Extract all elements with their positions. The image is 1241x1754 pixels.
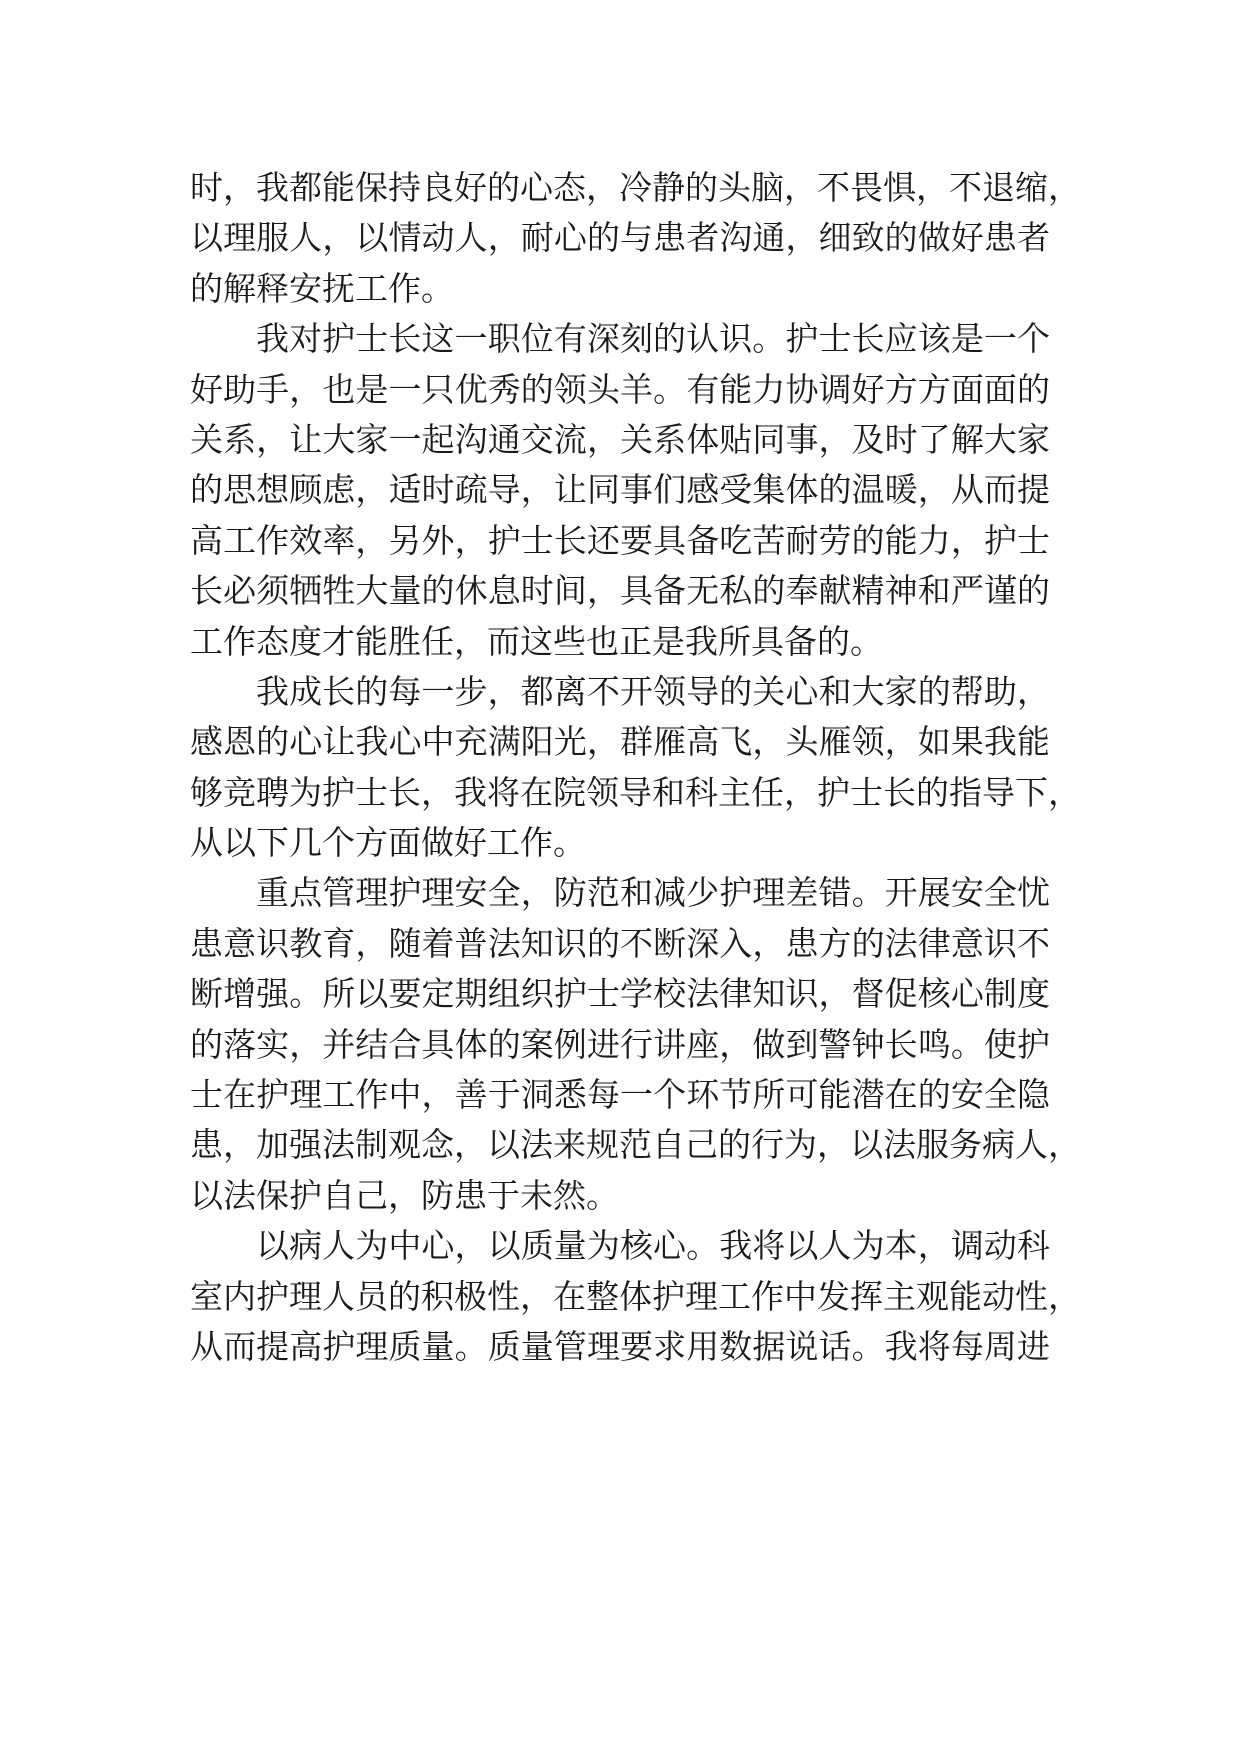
text-line: 室内护理人员的积极性，在整体护理工作中发挥主观能动性， [190, 1276, 1081, 1316]
paragraph-first-line: 我成长的每一步，都离不开领导的关心和大家的帮助， [256, 671, 1050, 711]
text-line: 患，加强法制观念，以法来规范自己的行为，以法服务病人， [190, 1125, 1081, 1165]
text-line: 断增强。所以要定期组织护士学校法律知识，督促核心制度 [190, 974, 1050, 1014]
text-line: 的落实，并结合具体的案例进行讲座，做到警钟长鸣。使护 [190, 1024, 1050, 1064]
text-line: 从而提高护理质量。质量管理要求用数据说话。我将每周进 [190, 1326, 1050, 1366]
text-line: 长必须牺牲大量的休息时间，具备无私的奉献精神和严谨的 [190, 571, 1050, 611]
text-line: 以法保护自己，防患于未然。 [190, 1175, 619, 1215]
text-line: 从以下几个方面做好工作。 [190, 823, 586, 863]
text-line: 患意识教育，随着普法知识的不断深入，患方的法律意识不 [190, 923, 1050, 963]
text-line: 以理服人，以情动人，耐心的与患者沟通，细致的做好患者 [190, 218, 1050, 258]
text-line: 高工作效率，另外，护士长还要具备吃苦耐劳的能力，护士 [190, 520, 1050, 560]
paragraph-first-line: 我对护士长这一职位有深刻的认识。护士长应该是一个 [256, 319, 1050, 359]
body-text [190, 163, 1081, 1372]
text-line: 好助手，也是一只优秀的领头羊。有能力协调好方方面面的 [190, 369, 1050, 409]
paragraph-first-line: 以病人为中心，以质量为核心。我将以人为本，调动科 [256, 1226, 1050, 1266]
text-line: 工作态度才能胜任，而这些也正是我所具备的。 [190, 621, 883, 661]
text-line: 士在护理工作中，善于洞悉每一个环节所可能潜在的安全隐 [190, 1075, 1050, 1115]
paragraph-first-line: 重点管理护理安全，防范和减少护理差错。开展安全忧 [256, 873, 1050, 913]
text-line: 够竞聘为护士长，我将在院领导和科主任，护士长的指导下， [190, 772, 1081, 812]
text-line: 的解释安抚工作。 [190, 268, 454, 308]
text-line: 关系，让大家一起沟通交流，关系体贴同事，及时了解大家 [190, 419, 1050, 459]
text-line: 的思想顾虑，适时疏导，让同事们感受集体的温暖，从而提 [190, 470, 1050, 510]
text-line: 感恩的心让我心中充满阳光，群雁高飞，头雁领，如果我能 [190, 722, 1050, 762]
text-line: 时，我都能保持良好的心态，冷静的头脑，不畏惧，不退缩， [190, 168, 1081, 207]
